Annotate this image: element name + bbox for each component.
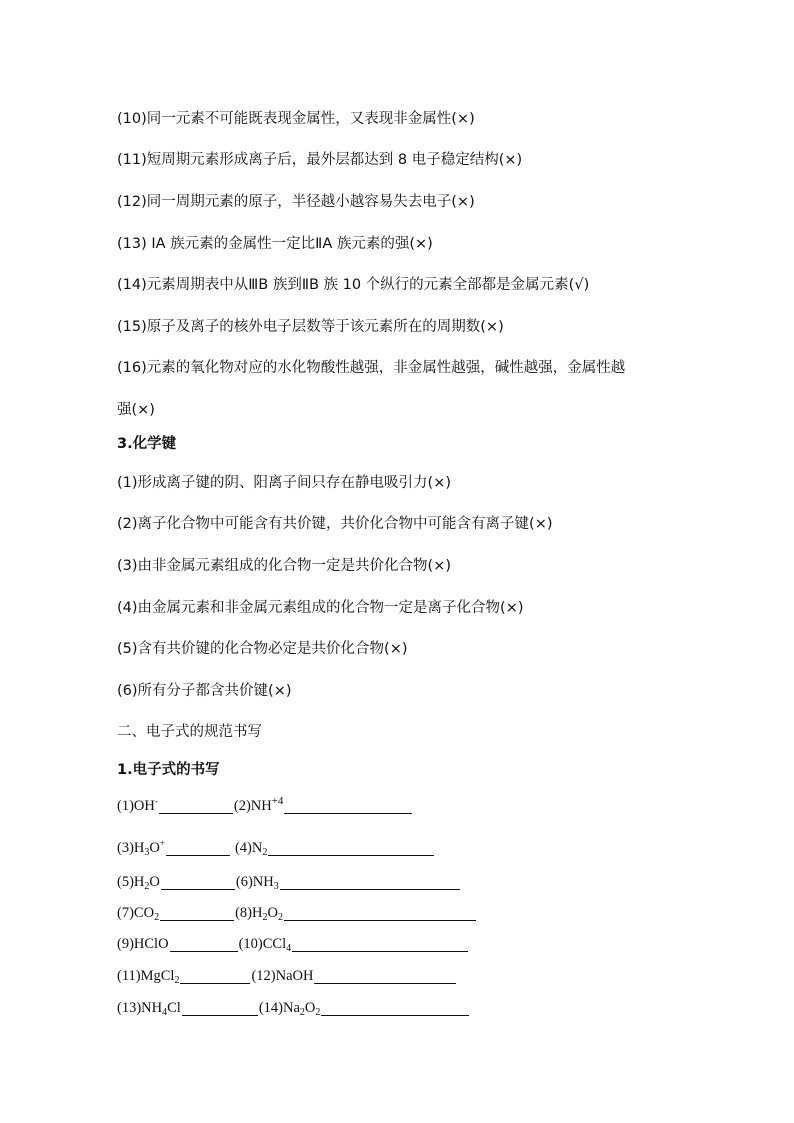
item-na2o2: $(14)Na_2O_2$ [258,1000,321,1018]
statement-16: (16)元素的氧化物对应的水化物酸性越强，非金属性越强，碱性越强，金属性越 [117,360,626,376]
statement-15: (15)原子及离子的核外电子层数等于该元素所在的周期数(×) [117,319,504,335]
item-ccl4: (10)CCl$_4$ [238,936,292,954]
item-nh4: $(2)NH^{+4}$ [233,795,284,814]
item-hclo: (9)HClO [117,936,169,952]
item-nh3: $(6)NH_3$ [235,874,279,892]
part-title-electron-formula: 二、电子式的规范书写 [117,724,262,740]
answer-blank[interactable] [160,905,234,921]
answer-blank[interactable] [321,1000,469,1016]
answer-blank[interactable] [284,798,412,814]
answer-blank[interactable] [314,968,456,984]
bond-statement-5: (5)含有共价键的化合物必定是共价化合物(×) [117,641,408,657]
item-naoh: (12)NaOH [251,968,314,984]
item-h2o: $(5)H_2O$ [117,874,160,892]
statement-14: (14)元素周期表中从ⅢB 族到ⅡB 族 10 个纵行的元素全部都是金属元素(√) [117,277,590,293]
answer-blank[interactable] [159,798,233,814]
bond-statement-1: (1)形成离子键的阴、阳离子间只存在静电吸引力(×) [117,475,452,491]
item-oh: (1)OH- [117,796,158,814]
bond-statement-4: (4)由金属元素和非金属元素组成的化合物一定是离子化合物(×) [117,600,524,616]
fill-row-7 [117,998,470,1018]
section-title-chemical-bond: 3.化学键 [117,436,177,452]
fill-row-6 [117,966,457,986]
item-h3o: $(3)H_3O^+$ [117,838,165,858]
item-h2o2: $(8)H_2O_2$ [235,905,283,923]
bond-statement-2: (2)离子化合物中可能含有共价键，共价化合物中可能含有离子键(×) [117,516,553,532]
answer-blank[interactable] [166,840,230,856]
statement-11: (11)短周期元素形成离子后，最外层都达到 8 电子稳定结构(×) [117,152,523,168]
answer-blank[interactable] [182,1000,258,1016]
bond-statement-3: (3)由非金属元素组成的化合物一定是共价化合物(×) [117,558,452,574]
statement-13: (13) ⅠA 族元素的金属性一定比ⅡA 族元素的强(×) [117,236,433,252]
subsection-title-writing: 1.电子式的书写 [117,762,220,778]
item-n2: $(4)N_2$ [234,840,268,858]
answer-blank[interactable] [161,874,235,890]
bond-statement-6: (6)所有分子都含共价键(×) [117,683,292,699]
statement-16-cont: 强(×) [117,402,155,418]
fill-row-5 [117,934,469,954]
statement-12: (12)同一周期元素的原子，半径越小越容易失去电子(×) [117,194,475,210]
answer-blank[interactable] [170,936,238,952]
answer-blank[interactable] [180,968,250,984]
fill-row-1 [117,796,413,816]
fill-row-2 [117,838,435,858]
answer-blank[interactable] [268,840,434,856]
answer-blank[interactable] [284,905,476,921]
fill-row-3 [117,872,461,892]
item-nh4cl: $(13)NH_4Cl$ [117,1000,181,1018]
answer-blank[interactable] [292,936,468,952]
statement-10: (10)同一元素不可能既表现金属性，又表现非金属性(×) [117,111,475,127]
item-co2: $(7)CO_2$ [117,905,160,923]
answer-blank[interactable] [280,874,460,890]
item-mgcl2: (11)MgCl$_2$ [117,968,180,986]
fill-row-4 [117,903,477,923]
